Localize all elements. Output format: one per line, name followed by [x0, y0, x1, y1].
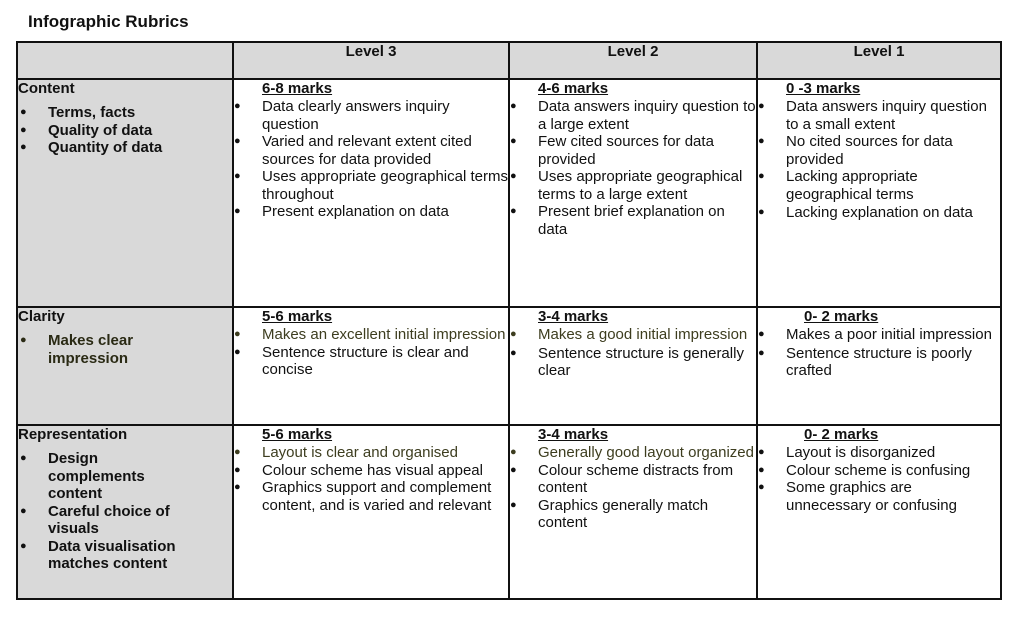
descriptor-list	[758, 444, 1000, 514]
descriptor-list	[758, 98, 1000, 222]
level-3-cell	[233, 307, 509, 425]
descriptor-list	[510, 326, 756, 380]
descriptor-item: ● Present explanation on data	[234, 203, 508, 221]
criterion-name: Representation	[18, 426, 128, 443]
header-criteria	[17, 42, 233, 79]
criterion-subitem: ● Quality of data	[18, 122, 232, 140]
descriptor-list	[758, 326, 1000, 380]
criterion-subitem: ● Quantity of data	[18, 139, 232, 157]
level-1-cell	[757, 307, 1001, 425]
descriptor-item: ● Colour scheme has visual appeal	[234, 462, 508, 480]
descriptor-item: ● Sentence structure is poorly crafted	[758, 345, 1000, 380]
descriptor-item: ● Makes a good initial impression	[510, 326, 756, 344]
criterion-subitem: ● Terms, facts	[18, 104, 232, 122]
level-2-cell	[509, 79, 757, 307]
descriptor-item: ● Lacking appropriate geographical terms	[758, 168, 1000, 203]
marks-label: 0 -3 marks	[786, 80, 861, 97]
descriptor-item: ● Data clearly answers inquiry question	[234, 98, 508, 133]
criterion-name: Clarity	[18, 308, 65, 325]
marks-label: 4-6 marks	[538, 80, 609, 97]
criterion-cell	[17, 79, 233, 307]
marks-label: 0- 2 marks	[804, 426, 879, 443]
level-1-cell	[757, 425, 1001, 599]
criterion-sublist	[18, 450, 232, 573]
marks-label: 0- 2 marks	[804, 308, 879, 325]
descriptor-item: ● Colour scheme distracts from content	[510, 462, 756, 497]
rubric-table	[16, 41, 1002, 600]
descriptor-item: ● Some graphics are unnecessary or confusing	[758, 479, 966, 514]
descriptor-item: ● Sentence structure is generally clear	[510, 345, 756, 380]
criterion-subitem: ● Design complements content	[18, 450, 178, 503]
marks-label: 3-4 marks	[538, 308, 609, 325]
descriptor-item: ● Uses appropriate geographical terms throughout	[234, 168, 508, 203]
level-1-cell	[757, 79, 1001, 307]
header-row	[17, 42, 1001, 79]
descriptor-item: ● No cited sources for data provided	[758, 133, 1000, 168]
level-3-cell	[233, 79, 509, 307]
descriptor-list	[234, 444, 508, 514]
level-2-cell	[509, 425, 757, 599]
descriptor-item: ● Present brief explanation on data	[510, 203, 756, 238]
descriptor-item: ● Layout is clear and organised	[234, 444, 508, 462]
descriptor-item: ● Few cited sources for data provided	[510, 133, 756, 168]
descriptor-item: ● Makes a poor initial impression	[758, 326, 1000, 344]
criterion-name: Content	[18, 80, 75, 97]
criterion-sublist	[18, 104, 232, 157]
table-row-clarity	[17, 307, 1001, 425]
descriptor-item: ● Data answers inquiry question to a large extent	[510, 98, 756, 133]
descriptor-item: ● Varied and relevant extent cited sources for data provided	[234, 133, 508, 168]
level-2-cell	[509, 307, 757, 425]
marks-label: 6-8 marks	[262, 80, 333, 97]
table-row-content	[17, 79, 1001, 307]
descriptor-item: ● Lacking explanation on data	[758, 204, 1000, 222]
marks-label: 5-6 marks	[262, 426, 333, 443]
descriptor-list	[234, 98, 508, 221]
descriptor-item: ● Data answers inquiry question to a small extent	[758, 98, 1000, 133]
header-level-1: Level 1	[757, 42, 1001, 79]
page-title: Infographic Rubrics	[28, 12, 189, 31]
descriptor-item: ● Uses appropriate geographical terms to a large extent	[510, 168, 756, 203]
descriptor-item: ● Generally good layout organized	[510, 444, 756, 462]
table-row-representation	[17, 425, 1001, 599]
criterion-subitem: ● Careful choice of visuals	[18, 503, 208, 538]
criterion-cell	[17, 425, 233, 599]
criterion-sublist	[18, 332, 232, 367]
descriptor-item: ● Graphics support and complement content, and is varied and relevant	[234, 479, 508, 514]
descriptor-item: ● Makes an excellent initial impression	[234, 326, 508, 344]
descriptor-list	[234, 326, 508, 379]
descriptor-list	[510, 98, 756, 238]
marks-label: 5-6 marks	[262, 308, 333, 325]
header-level-3: Level 3	[233, 42, 509, 79]
criterion-cell	[17, 307, 233, 425]
level-3-cell	[233, 425, 509, 599]
descriptor-item: ● Layout is disorganized	[758, 444, 1000, 462]
descriptor-item: ● Colour scheme is confusing	[758, 462, 1000, 480]
header-level-2: Level 2	[509, 42, 757, 79]
marks-label: 3-4 marks	[538, 426, 609, 443]
criterion-subitem: ● Data visualisation matches content	[18, 538, 218, 573]
criterion-subitem: ● Makes clear impression	[18, 332, 168, 367]
descriptor-item: ● Graphics generally match content	[510, 497, 756, 532]
descriptor-item: ● Sentence structure is clear and concise	[234, 344, 508, 379]
descriptor-list	[510, 444, 756, 532]
